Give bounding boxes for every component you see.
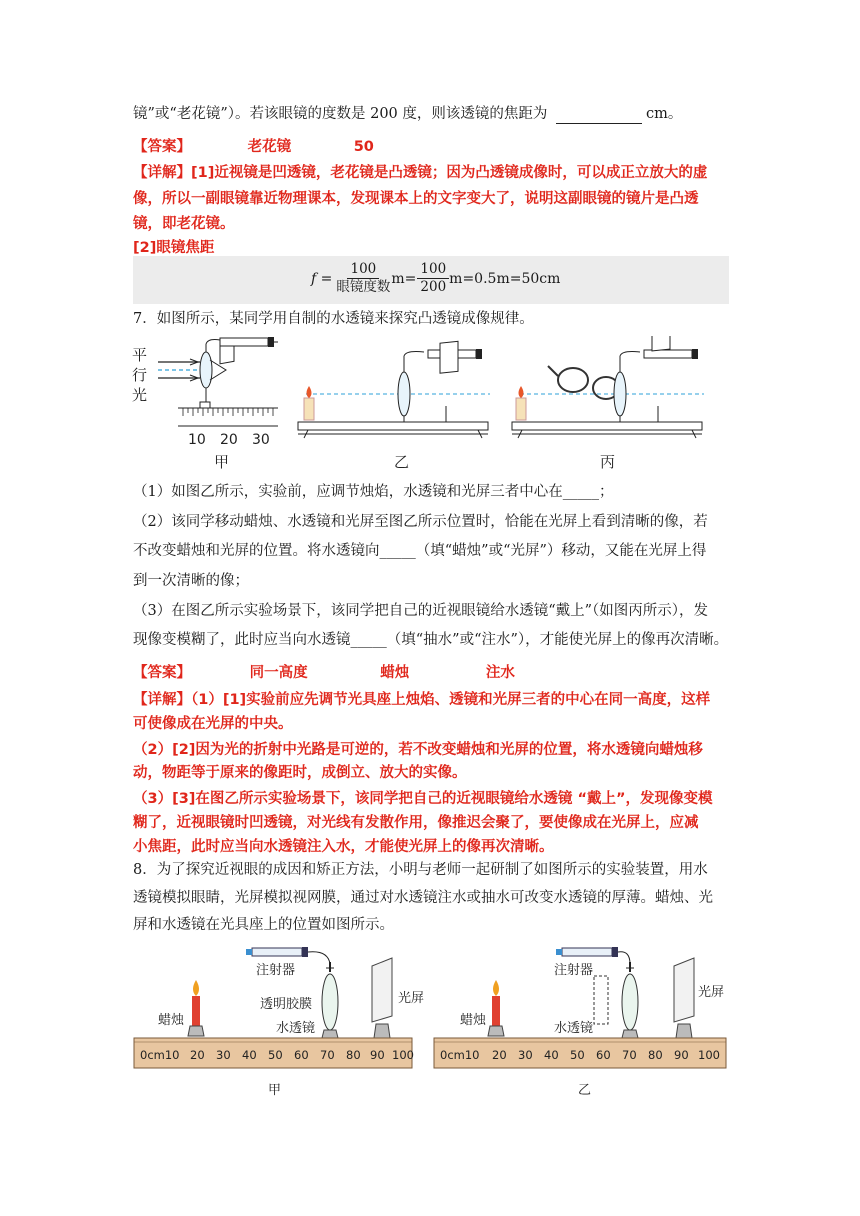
formula-frac-2 (417, 261, 449, 296)
fig8-yi-lens-label: 水透镜 (554, 1021, 594, 1036)
q6-unit: cm。 (646, 106, 683, 122)
fig8-yi-scale-start: 0cm10 (440, 1048, 480, 1062)
fig8-yi-scale-100: 100 (698, 1048, 720, 1062)
fig8-jia-lens-label: 水透镜 (276, 1021, 316, 1036)
q7-detail-label: 【详解】 (133, 692, 191, 708)
fig8-yi-scale-20: 20 (492, 1048, 507, 1062)
q6-detail-label: 【详解】 (133, 165, 191, 181)
q7-stem: 7．如图所示，某同学用自制的水透镜来探究凸透镜成像规律。 (133, 311, 534, 327)
fig8-jia-scale-70: 70 (320, 1048, 335, 1062)
q8-stem-3: 屏和水透镜在光具座上的位置如图所示。 (133, 917, 394, 933)
q7-answer-label: 【答案】 (133, 665, 191, 681)
fig8-jia-scale-40: 40 (242, 1048, 257, 1062)
q6-answer-line (133, 137, 374, 157)
q6-detail-1 (133, 163, 707, 183)
fig8-jia-scale-50: 50 (268, 1048, 283, 1062)
parallel-light-char-1: 平 (132, 346, 148, 364)
fig8-jia-candle-label: 蜡烛 (158, 1013, 185, 1028)
frac1-num: 100 (347, 261, 379, 279)
fig-jia (132, 337, 278, 471)
fig8-yi-scale-80: 80 (648, 1048, 663, 1062)
q7-detail-1b: 可使像成在光屏的中央。 (133, 716, 293, 732)
fig8-jia-scale-60: 60 (294, 1048, 309, 1062)
q6-detail-text-1: [1]近视镜是凹透镜，老花镜是凸透镜；因为凸透镜成像时，可以成正立放大的虚 (191, 165, 708, 181)
q6-detail-2: 像，所以一副眼镜靠近物理课本，发现课本上的文字变大了，说明这副眼镜的镜片是凸透 (133, 191, 699, 207)
fig8-yi-scale-40: 40 (544, 1048, 559, 1062)
q6-answer-blank[interactable] (556, 107, 642, 124)
q7-detail-1a (133, 690, 710, 710)
formula-frac-1 (336, 261, 390, 296)
fig-bing (512, 336, 704, 471)
q7-answer-3: 注水 (485, 665, 515, 681)
fig-yi (298, 341, 490, 471)
q7-detail-3a: （3）[3]在图乙所示实验场景下，该同学把自己的近视眼镜给水透镜 “戴上”，发现像变模 (133, 791, 713, 807)
focal-length-formula (311, 261, 560, 296)
q6-cont-text: 镜”或“老花镜”）。若该眼镜的度数是 200 度，则该透镜的焦距为 (133, 106, 548, 122)
q6-detail-3: 镜，即老花镜。 (133, 216, 235, 232)
q7-detail-text-1a: （1）[1]实验前应先调节光具座上烛焰、透镜和光屏三者的中心在同一高度，这样 (191, 692, 711, 708)
fig8-jia-screen-label: 光屏 (398, 991, 425, 1006)
q6-text-line (133, 104, 682, 124)
fig8-jia-scale-80: 80 (346, 1048, 361, 1062)
fig8-yi-scale-90: 90 (674, 1048, 689, 1062)
fig8-yi-scale-70: 70 (622, 1048, 637, 1062)
q7-part2c: 到一次清晰的像； (133, 573, 249, 589)
q7-answer-line (133, 663, 515, 683)
fig8-jia-scale-90: 90 (370, 1048, 385, 1062)
fig-label-bing: 丙 (600, 453, 616, 471)
q7-answer-2: 蜡烛 (380, 665, 410, 681)
fig8-yi (434, 947, 726, 1098)
formula-lhs: f = (311, 270, 333, 287)
fig8-label-jia: 甲 (268, 1083, 282, 1098)
q7-detail-2b: 动，物距等于原来的像距时，成倒立、放大的实像。 (133, 765, 467, 781)
fig8-yi-screen-label: 光屏 (698, 985, 725, 1000)
frac2-den: 200 (420, 279, 447, 295)
fig8-yi-candle-label: 蜡烛 (460, 1013, 487, 1028)
q7-detail-3b: 糊了，近视眼镜时凹透镜，对光线有发散作用，像推迟会聚了，要使像成在光屏上，应减 (133, 815, 699, 831)
fig-label-yi: 乙 (394, 453, 410, 471)
fig8-yi-scale-30: 30 (518, 1048, 533, 1062)
fig8-jia-scale-30: 30 (216, 1048, 231, 1062)
ruler-tick-20: 20 (220, 432, 238, 448)
q6-answer-2: 50 (353, 139, 374, 155)
fig8-yi-scale-60: 60 (596, 1048, 611, 1062)
q7-part2b: 不改变蜡烛和光屏的位置。将水透镜向_____（填“蜡烛”或“光屏”）移动，又能在光屏上得 (133, 543, 707, 559)
fig-label-jia: 甲 (214, 453, 230, 471)
q7-part3b: 现像变模糊了，此时应当向水透镜_____（填“抽水”或“注水”），才能使光屏上的像再次清晰。 (133, 632, 729, 648)
q6-answer-1: 老花镜 (247, 139, 292, 155)
q7-answer-1: 同一高度 (249, 665, 308, 681)
q7-figure (128, 336, 718, 476)
q7-detail-2a: （2）[2]因为光的折射中光路是可逆的，若不改变蜡烛和光屏的位置，将水透镜向蜡烛移 (133, 742, 703, 758)
fig8-yi-syringe-label: 注射器 (554, 963, 594, 978)
fig8-yi-scale-50: 50 (570, 1048, 585, 1062)
formula-box (133, 256, 729, 304)
parallel-light-char-3: 光 (132, 386, 148, 404)
q8-stem-2: 透镜模拟眼睛，光屏模拟视网膜，通过对水透镜注水或抽水可改变水透镜的厚薄。蜡烛、光 (133, 890, 713, 906)
formula-unit: m= (391, 270, 417, 287)
fig8-jia-scale-100: 100 (392, 1048, 414, 1062)
ruler-tick-10: 10 (188, 432, 206, 448)
fig8-label-yi: 乙 (578, 1083, 592, 1098)
q8-figure (130, 942, 730, 1102)
q6-detail-4: [2]眼镜焦距 (133, 240, 215, 256)
frac1-den: 眼镜度数 (336, 279, 391, 295)
q7-part2a: （2）该同学移动蜡烛、水透镜和光屏至图乙所示位置时，恰能在光屏上看到清晰的像，若 (133, 514, 708, 530)
q7-detail-3c: 小焦距，此时应当向水透镜注入水，才能使光屏上的像再次清晰。 (133, 839, 554, 855)
q6-answer-label: 【答案】 (133, 139, 191, 155)
fig8-jia-scale-20: 20 (190, 1048, 205, 1062)
fig8-jia (134, 947, 424, 1098)
fig8-jia-syringe-label: 注射器 (256, 963, 296, 978)
q7-part1: （1）如图乙所示，实验前，应调节烛焰，水透镜和光屏三者中心在_____； (133, 484, 614, 500)
fig8-jia-membrane-label: 透明胶膜 (260, 997, 313, 1012)
q8-stem-1: 8．为了探究近视眼的成因和矫正方法，小明与老师一起研制了如图所示的实验装置，用水 (133, 862, 708, 878)
ruler-tick-30: 30 (252, 432, 270, 448)
formula-rest: m=0.5m=50cm (449, 270, 561, 287)
frac2-num: 100 (417, 261, 449, 279)
fig8-jia-scale-start: 0cm10 (140, 1048, 180, 1062)
q7-part3a: （3）在图乙所示实验场景下，该同学把自己的近视眼镜给水透镜“戴上”（如图丙所示），发 (133, 603, 709, 619)
parallel-light-char-2: 行 (132, 366, 148, 384)
